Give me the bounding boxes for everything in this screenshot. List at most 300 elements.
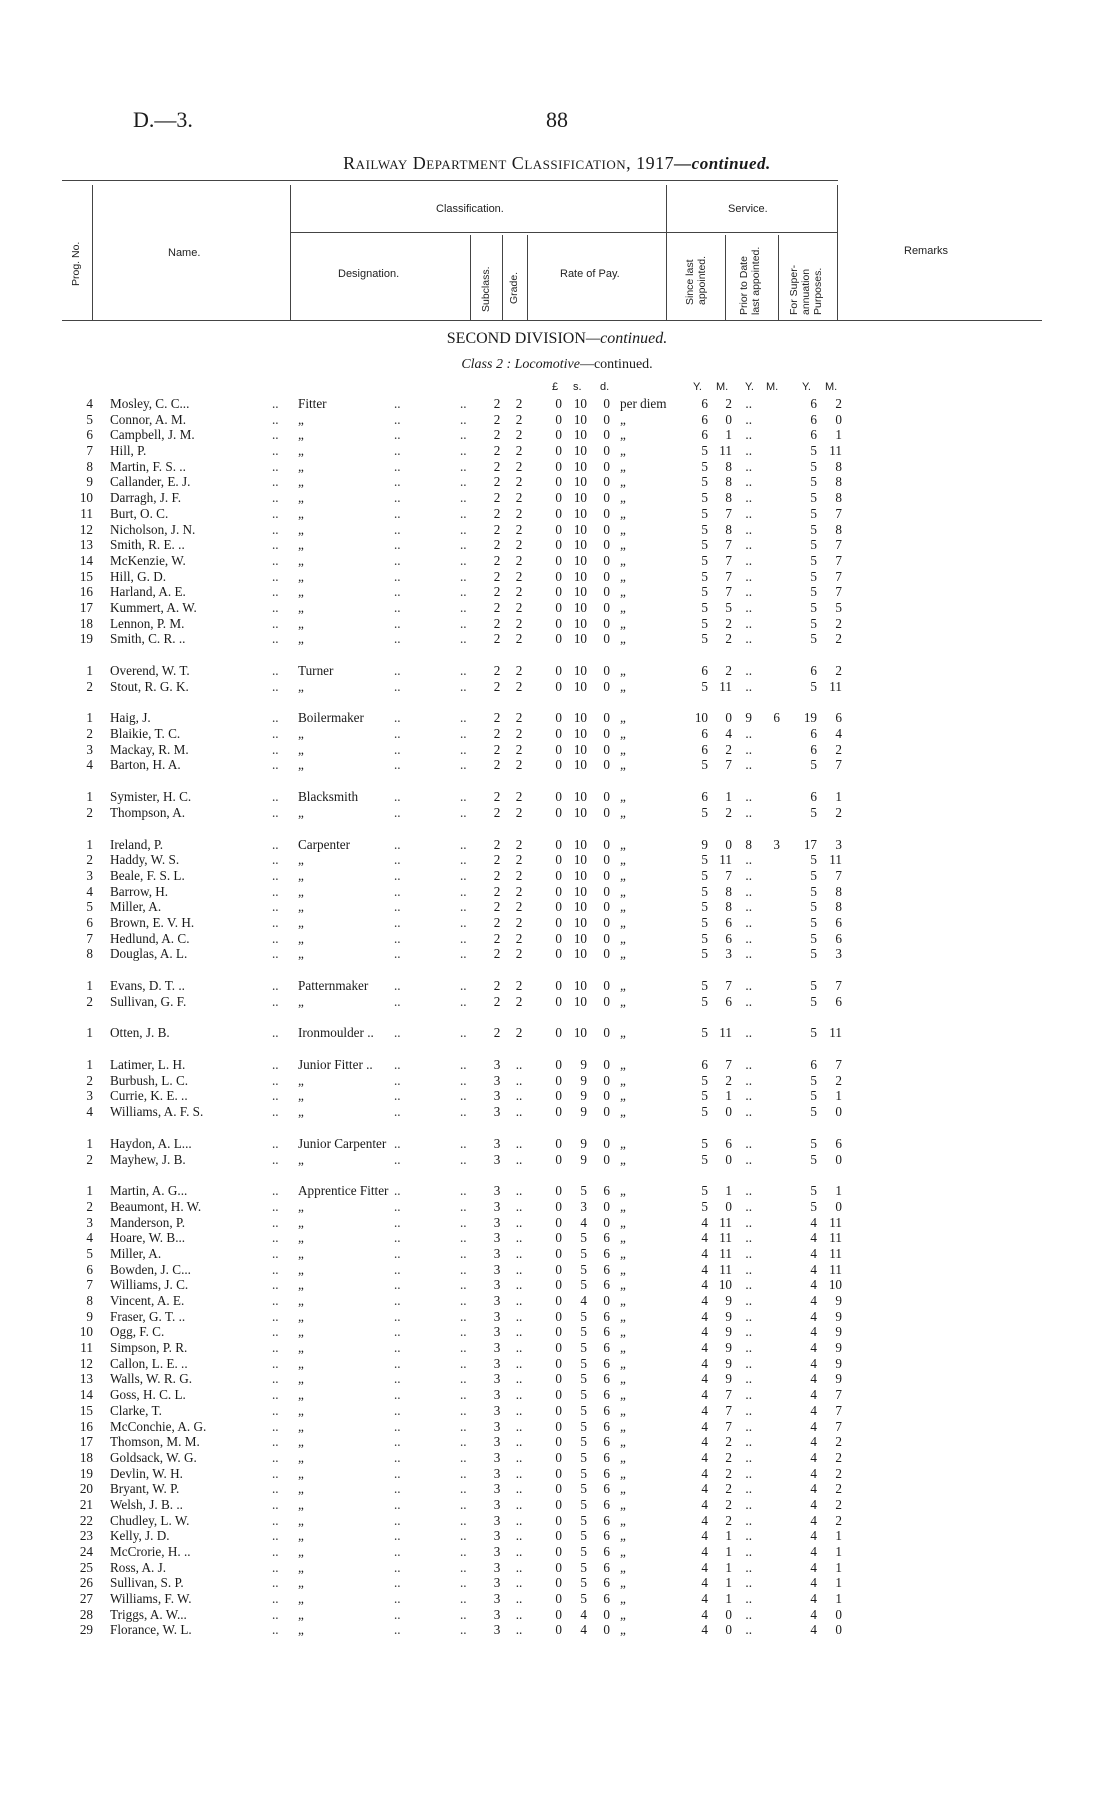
super-months: 3	[835, 946, 842, 962]
prog-no: 18	[79, 615, 93, 631]
staff-name: Blaikie, T. C.	[110, 726, 181, 742]
designation: „	[298, 1355, 304, 1371]
since-years: 5	[701, 1072, 708, 1088]
prog-no: 17	[79, 1434, 93, 1450]
leader-dots: ..	[394, 1072, 401, 1088]
header-prog-no: Prog. No.	[70, 241, 82, 286]
table-row	[0, 1528, 1114, 1544]
prior-years: ..	[745, 458, 752, 474]
since-years: 6	[701, 741, 708, 757]
since-months: 7	[725, 568, 732, 584]
leader-dots: ..	[460, 1528, 467, 1544]
staff-name: Mackay, R. M.	[110, 741, 189, 757]
subclass: 2	[493, 726, 501, 742]
table-row	[0, 1230, 1114, 1246]
super-years: 4	[810, 1308, 817, 1324]
prog-no: 2	[86, 726, 93, 742]
pay-pence: 0	[603, 1025, 610, 1041]
subclass: 3	[493, 1324, 501, 1340]
super-years: 4	[810, 1277, 817, 1293]
prog-no: 1	[86, 710, 93, 726]
leader-dots: ..	[272, 584, 279, 600]
since-years: 4	[701, 1340, 708, 1356]
leader-dots: ..	[394, 474, 401, 490]
subclass: 2	[493, 599, 501, 615]
since-years: 5	[701, 1198, 708, 1214]
super-years: 6	[810, 663, 817, 678]
super-years: 6	[810, 741, 817, 757]
prior-years: ..	[745, 993, 752, 1009]
leader-dots: ..	[394, 1606, 401, 1622]
since-months: 9	[725, 1371, 732, 1387]
since-months: 0	[725, 1104, 732, 1120]
pay-note: „	[620, 852, 626, 868]
prog-no: 5	[86, 411, 93, 427]
prior-years: ..	[745, 1371, 752, 1387]
prior-years: ..	[745, 1622, 752, 1638]
pay-pounds: 0	[555, 396, 562, 411]
pay-shillings: 5	[580, 1308, 587, 1324]
pay-pounds: 0	[555, 710, 562, 726]
super-months: 11	[829, 443, 842, 459]
pay-pence: 6	[603, 1277, 610, 1293]
staff-name: Kummert, A. W.	[110, 599, 197, 615]
leader-dots: ..	[272, 458, 279, 474]
group-spacer	[0, 1009, 1114, 1025]
pay-note: „	[620, 710, 626, 726]
super-years: 5	[810, 1088, 817, 1104]
grade: 2	[515, 505, 523, 521]
since-years: 5	[701, 568, 708, 584]
super-years: 5	[810, 978, 817, 993]
since-years: 4	[701, 1559, 708, 1575]
prog-no: 8	[86, 946, 93, 962]
grade: ..	[515, 1245, 523, 1261]
staff-name: Manderson, P.	[110, 1214, 186, 1230]
table-row	[0, 1481, 1114, 1497]
subclass: 3	[493, 1057, 501, 1073]
since-years: 5	[701, 615, 708, 631]
leader-dots: ..	[394, 443, 401, 459]
group-spacer	[0, 773, 1114, 789]
super-years: 4	[810, 1481, 817, 1497]
subclass: 2	[493, 757, 501, 773]
staff-name: Triggs, A. W...	[110, 1606, 187, 1622]
table-row	[0, 553, 1114, 569]
prior-years: ..	[745, 490, 752, 506]
leader-dots: ..	[394, 883, 401, 899]
pay-pence: 0	[603, 458, 610, 474]
leader-dots: ..	[460, 930, 467, 946]
since-months: 2	[725, 631, 732, 647]
leader-dots: ..	[394, 1591, 401, 1607]
super-months: 0	[835, 411, 842, 427]
super-years: 4	[810, 1465, 817, 1481]
leader-dots: ..	[272, 852, 279, 868]
prior-years: ..	[745, 1261, 752, 1277]
leader-dots: ..	[272, 490, 279, 506]
leader-dots: ..	[394, 1559, 401, 1575]
subclass: 2	[493, 1025, 501, 1041]
pay-pounds: 0	[555, 1308, 562, 1324]
pay-pounds: 0	[555, 1371, 562, 1387]
leader-dots: ..	[272, 1496, 279, 1512]
pay-shillings: 10	[573, 443, 587, 459]
leader-dots: ..	[460, 1434, 467, 1450]
leader-dots: ..	[272, 757, 279, 773]
table-row	[0, 789, 1114, 805]
pay-note: „	[620, 804, 626, 820]
pay-note: „	[620, 584, 626, 600]
table-row	[0, 1324, 1114, 1340]
prior-years: ..	[745, 1293, 752, 1308]
designation: „	[298, 631, 304, 647]
pay-pence: 6	[603, 1591, 610, 1607]
leader-dots: ..	[272, 1025, 279, 1041]
leader-dots: ..	[394, 490, 401, 506]
header-vline-6	[666, 185, 667, 320]
pay-shillings: 10	[573, 663, 587, 678]
super-years: 4	[810, 1496, 817, 1512]
super-months: 11	[829, 678, 842, 694]
prog-no: 6	[86, 914, 93, 930]
leader-dots: ..	[460, 1072, 467, 1088]
super-years: 6	[810, 726, 817, 742]
pay-pence: 0	[603, 537, 610, 553]
pay-pence: 6	[603, 1465, 610, 1481]
pay-note: „	[620, 615, 626, 631]
table-row	[0, 931, 1114, 947]
staff-name: Beale, F. S. L.	[110, 867, 185, 883]
super-years: 4	[810, 1575, 817, 1591]
since-months: 11	[719, 1230, 732, 1246]
super-months: 8	[835, 899, 842, 915]
since-months: 6	[725, 930, 732, 946]
pay-pence: 0	[603, 411, 610, 427]
since-months: 6	[725, 1135, 732, 1151]
pay-note: „	[620, 1308, 626, 1324]
designation: „	[298, 993, 304, 1009]
subclass: 2	[493, 490, 501, 506]
staff-name: Bowden, J. C...	[110, 1261, 191, 1277]
table-row	[0, 868, 1114, 884]
leader-dots: ..	[460, 836, 467, 852]
designation: „	[298, 1340, 304, 1356]
leader-dots: ..	[272, 1293, 279, 1308]
prog-no: 19	[79, 1465, 93, 1481]
prior-years: ..	[745, 615, 752, 631]
leader-dots: ..	[460, 474, 467, 490]
subclass: 3	[493, 1544, 501, 1559]
pay-pence: 6	[603, 1245, 610, 1261]
subclass: 3	[493, 1606, 501, 1622]
pay-note: „	[620, 537, 626, 553]
pay-note: „	[620, 883, 626, 899]
subclass: 3	[493, 1261, 501, 1277]
pay-pounds: 0	[555, 1622, 562, 1638]
leader-dots: ..	[394, 804, 401, 820]
title-suffix: —continued.	[674, 154, 771, 173]
pay-note: „	[620, 443, 626, 459]
leader-dots: ..	[272, 726, 279, 742]
leader-dots: ..	[394, 1481, 401, 1497]
pay-pence: 0	[603, 678, 610, 694]
header-subclass: Subclass.	[480, 266, 492, 312]
since-months: 2	[725, 804, 732, 820]
pay-note: „	[620, 978, 626, 993]
super-years: 5	[810, 1072, 817, 1088]
pay-note: „	[620, 930, 626, 946]
table-row	[0, 978, 1114, 994]
since-years: 6	[701, 427, 708, 443]
leader-dots: ..	[394, 726, 401, 742]
grade: 2	[515, 978, 523, 993]
pay-pence: 0	[603, 663, 610, 678]
pay-shillings: 10	[573, 710, 587, 726]
super-years: 6	[810, 789, 817, 805]
leader-dots: ..	[272, 789, 279, 805]
subclass: 2	[493, 443, 501, 459]
leader-dots: ..	[394, 615, 401, 631]
since-years: 4	[701, 1261, 708, 1277]
class-title	[0, 357, 1114, 373]
staff-name: Sullivan, S. P.	[110, 1575, 184, 1591]
leader-dots: ..	[272, 1308, 279, 1324]
leader-dots: ..	[394, 867, 401, 883]
prog-no: 3	[86, 1088, 93, 1104]
staff-name: Barton, H. A.	[110, 757, 181, 773]
prior-years: ..	[745, 1512, 752, 1528]
pay-note: „	[620, 1418, 626, 1434]
leader-dots: ..	[394, 978, 401, 993]
pay-note: „	[620, 521, 626, 537]
prog-no: 26	[79, 1575, 93, 1591]
super-months: 6	[835, 710, 842, 726]
pay-pounds: 0	[555, 726, 562, 742]
since-months: 8	[725, 474, 732, 490]
pay-pounds: 0	[555, 1135, 562, 1151]
leader-dots: ..	[460, 663, 467, 678]
designation: „	[298, 1402, 304, 1418]
leader-dots: ..	[394, 631, 401, 647]
leader-dots: ..	[272, 663, 279, 678]
pay-shillings: 5	[580, 1355, 587, 1371]
table-row	[0, 474, 1114, 490]
grade: ..	[515, 1496, 523, 1512]
since-years: 4	[701, 1575, 708, 1591]
leader-dots: ..	[272, 946, 279, 962]
designation: „	[298, 584, 304, 600]
super-months: 8	[835, 883, 842, 899]
grade: 2	[515, 741, 523, 757]
designation: Turner	[298, 663, 334, 678]
since-months: 11	[719, 443, 732, 459]
pay-shillings: 10	[573, 978, 587, 993]
pay-pence: 6	[603, 1355, 610, 1371]
super-years: 5	[810, 458, 817, 474]
leader-dots: ..	[460, 710, 467, 726]
pay-pence: 0	[603, 883, 610, 899]
super-months: 1	[835, 1088, 842, 1104]
leader-dots: ..	[272, 914, 279, 930]
leader-dots: ..	[460, 599, 467, 615]
pay-note: „	[620, 1512, 626, 1528]
staff-group	[0, 1183, 1114, 1638]
pay-pounds: 0	[555, 883, 562, 899]
designation: „	[298, 1559, 304, 1575]
designation: „	[298, 1293, 304, 1308]
pay-pounds: 0	[555, 458, 562, 474]
since-years: 4	[701, 1606, 708, 1622]
leader-dots: ..	[394, 568, 401, 584]
staff-name: Walls, W. R. G.	[110, 1371, 193, 1387]
table-row	[0, 1277, 1114, 1293]
pay-pounds: 0	[555, 1025, 562, 1041]
super-years: 5	[810, 1104, 817, 1120]
leader-dots: ..	[460, 789, 467, 805]
leader-dots: ..	[394, 1261, 401, 1277]
leader-dots: ..	[460, 726, 467, 742]
leader-dots: ..	[272, 631, 279, 647]
header-remarks: Remarks	[904, 245, 949, 257]
grade: ..	[515, 1371, 523, 1387]
grade: 2	[515, 1025, 523, 1041]
prior-months: 3	[773, 836, 780, 852]
super-months: 11	[829, 1230, 842, 1246]
staff-name: Goss, H. C. L.	[110, 1387, 186, 1403]
leader-dots: ..	[272, 1072, 279, 1088]
pay-pounds: 0	[555, 505, 562, 521]
header-since-last: Since last appointed.	[684, 255, 708, 305]
title-main: Railway Department Classification, 1917	[343, 153, 675, 173]
super-months: 8	[835, 474, 842, 490]
header-bottom-rule	[62, 320, 1042, 321]
super-years: 5	[810, 552, 817, 568]
pay-pence: 6	[603, 1481, 610, 1497]
subclass: 2	[493, 474, 501, 490]
staff-name: Vincent, A. E.	[110, 1293, 185, 1308]
leader-dots: ..	[460, 1481, 467, 1497]
staff-group	[0, 789, 1114, 820]
super-months: 10	[828, 1277, 842, 1293]
pay-pence: 0	[603, 1104, 610, 1120]
super-years: 5	[810, 804, 817, 820]
grade: 2	[515, 852, 523, 868]
prog-no: 2	[86, 1151, 93, 1167]
leader-dots: ..	[272, 678, 279, 694]
super-years: 6	[810, 427, 817, 443]
designation: „	[298, 1245, 304, 1261]
leader-dots: ..	[460, 678, 467, 694]
subclass: 3	[493, 1355, 501, 1371]
since-years: 4	[701, 1324, 708, 1340]
prior-months: 6	[773, 710, 780, 726]
leader-dots: ..	[460, 552, 467, 568]
prior-years: ..	[745, 552, 752, 568]
pay-pounds: 0	[555, 1355, 562, 1371]
subclass: 3	[493, 1072, 501, 1088]
grade: ..	[515, 1528, 523, 1544]
pay-pence: 0	[603, 867, 610, 883]
leader-dots: ..	[394, 1245, 401, 1261]
super-months: 11	[829, 1214, 842, 1230]
since-years: 5	[701, 599, 708, 615]
class-label: Class 2 :	[461, 357, 512, 372]
leader-dots: ..	[272, 836, 279, 852]
pay-shillings: 5	[580, 1261, 587, 1277]
pay-note: „	[620, 867, 626, 883]
leader-dots: ..	[460, 741, 467, 757]
leader-dots: ..	[460, 1465, 467, 1481]
designation: „	[298, 1544, 304, 1559]
leader-dots: ..	[394, 710, 401, 726]
designation: „	[298, 1230, 304, 1246]
prior-years: ..	[745, 883, 752, 899]
pay-shillings: 10	[573, 1025, 587, 1041]
since-months: 0	[725, 1622, 732, 1638]
pay-shillings: 10	[573, 804, 587, 820]
pay-pence: 6	[603, 1261, 610, 1277]
prior-years: 8	[745, 836, 752, 852]
super-years: 5	[810, 584, 817, 600]
pay-note: „	[620, 568, 626, 584]
since-months: 9	[725, 1340, 732, 1356]
pay-shillings: 10	[573, 836, 587, 852]
prior-years: ..	[745, 1230, 752, 1246]
subclass: 2	[493, 836, 501, 852]
leader-dots: ..	[272, 710, 279, 726]
super-months: 7	[835, 757, 842, 773]
pay-note: „	[620, 789, 626, 805]
pay-pence: 6	[603, 1449, 610, 1465]
super-years: 4	[810, 1512, 817, 1528]
pay-pounds: 0	[555, 867, 562, 883]
since-months: 9	[725, 1355, 732, 1371]
header-grade: Grade.	[508, 271, 520, 304]
leader-dots: ..	[460, 615, 467, 631]
super-years: 5	[810, 899, 817, 915]
table-row	[0, 600, 1114, 616]
prior-years: ..	[745, 1324, 752, 1340]
leader-dots: ..	[460, 1544, 467, 1559]
since-years: 4	[701, 1402, 708, 1418]
prog-no: 11	[80, 505, 93, 521]
since-years: 5	[701, 505, 708, 521]
designation: „	[298, 552, 304, 568]
super-months: 6	[835, 914, 842, 930]
pay-note: „	[620, 678, 626, 694]
pay-shillings: 10	[573, 490, 587, 506]
pay-shillings: 10	[573, 757, 587, 773]
prior-years: ..	[745, 599, 752, 615]
table-row	[0, 1104, 1114, 1120]
pay-shillings: 10	[573, 930, 587, 946]
header-name: Name.	[168, 247, 201, 259]
pay-pence: 0	[603, 1198, 610, 1214]
designation: Junior Carpenter	[298, 1135, 387, 1151]
leader-dots: ..	[272, 1088, 279, 1104]
pay-pence: 0	[603, 789, 610, 805]
pay-pence: 6	[603, 1387, 610, 1403]
prior-years: ..	[745, 757, 752, 773]
leader-dots: ..	[460, 946, 467, 962]
super-years: 5	[810, 678, 817, 694]
staff-name: Martin, A. G...	[110, 1183, 188, 1199]
prog-no: 1	[86, 1025, 93, 1041]
subclass: 3	[493, 1575, 501, 1591]
header-classification: Classification.	[436, 203, 504, 215]
since-years: 5	[701, 1025, 708, 1041]
